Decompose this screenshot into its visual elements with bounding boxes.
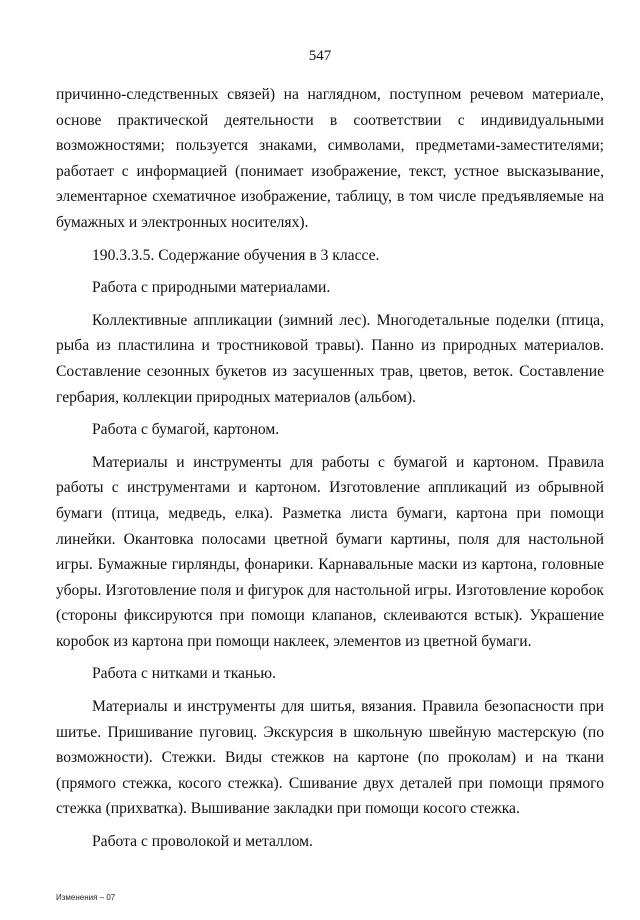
paragraph-natural-materials: Коллективные аппликации (зимний лес). Многодетальные поделки (птица, рыба из пластилина и тростниковой травы). Панно из природных материалов. Составление сезонных букетов из засушенных трав, цветов, веток. Составление гербария, коллекции природных материалов (альбом). xyxy=(56,311,604,406)
page-number: 547 xyxy=(308,48,332,64)
subsection-heading-paper: Работа с бумагой, картоном. xyxy=(92,421,280,439)
footer-revision-note: Изменения – 07 xyxy=(56,893,116,902)
document-body xyxy=(56,82,604,862)
paragraph-continuation: причинно-следственных связей) на наглядном, поступном речевом материале, основе практической деятельности в соответствии с индивидуальными возможностями; пользуется знаками, символами, предметами-заместителями; работает с информацией (понимает изображение, текст, устное высказывание, элементарное схематичное изображение, таблицу, в том числе предъявляемые на бумажных и электронных носителях). xyxy=(56,86,604,231)
paragraph-threads: Материалы и инструменты для шитья, вязания. Правила безопасности при шитье. Пришивание пуговиц. Экскурсия в школьную швейную мастерскую (по возможности). Стежки. Виды стежков на картоне (по проколам) и на ткани (прямого стежка, косого стежка). Сшивание двух деталей при помощи прямого стежка (прихватка). Вышивание закладки при помощи косого стежка. xyxy=(56,698,604,818)
subsection-heading-wire: Работа с проволокой и металлом. xyxy=(92,833,313,851)
paragraph-paper: Материалы и инструменты для работы с бумагой и картоном. Правила работы с инструментами и картоном. Изготовление аппликаций из обрывной бумаги (птица, медведь, елка). Разметка листа бумаги, картона при помощи линейки. Окантовка полосами цветной бумаги картины, поля для настольной игры. Бумажные гирлянды, фонарики. Карнавальные маски из картона, головные уборы. Изготовление поля и фигурок для настольной игры. Изготовление коробок (стороны фиксируются при помощи клапанов, склеиваются встык). Украшение коробок из картона при помощи наклеек, элементов из цветной бумаги. xyxy=(56,453,604,650)
section-heading: 190.3.3.5. Содержание обучения в 3 классе. xyxy=(92,246,380,264)
subsection-heading-threads: Работа с нитками и тканью. xyxy=(92,665,276,683)
subsection-heading-natural-materials: Работа с природными материалами. xyxy=(92,279,331,297)
